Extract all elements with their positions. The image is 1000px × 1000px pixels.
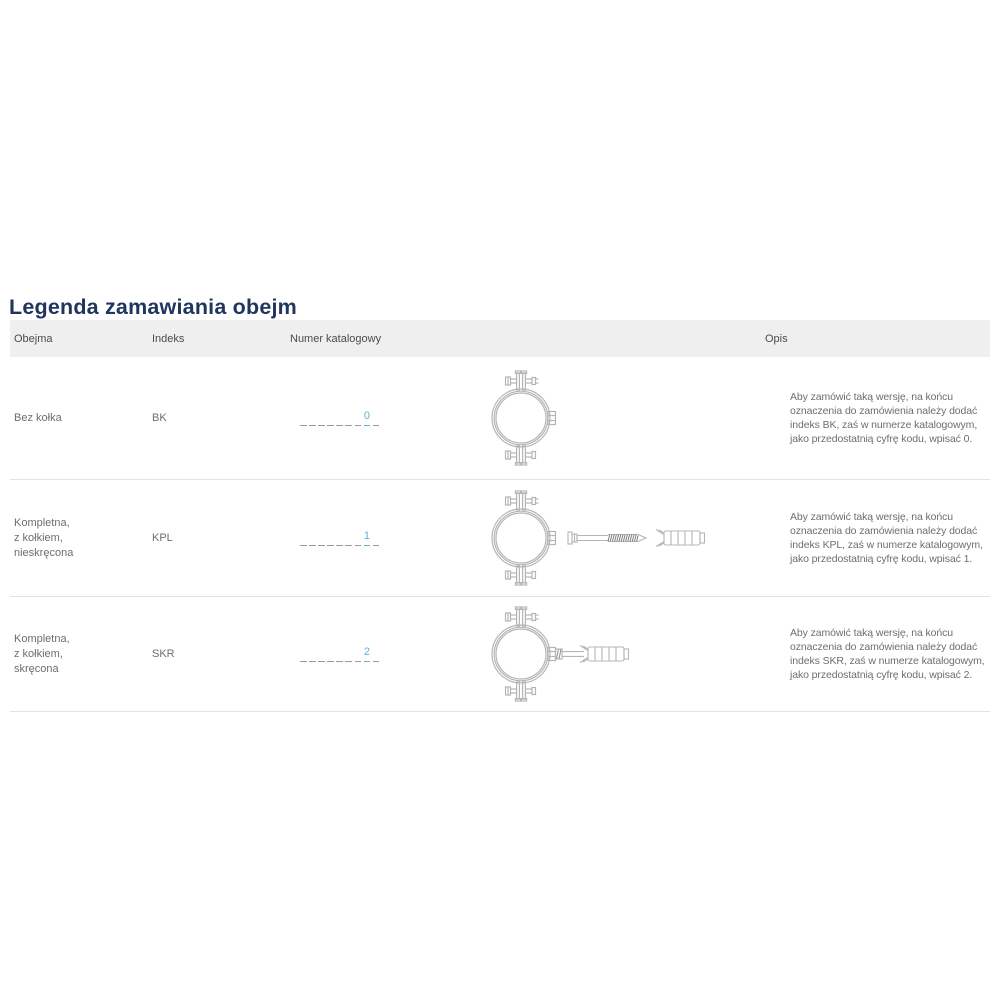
description-text: Aby zamówić taką wersję, na końcu oznaczenia do zamówienia należy dodać indeks SKR, zaś w numerze katalogowym, jako przedostatnią cyfrę kodu, wpisać 2. <box>790 626 985 682</box>
catalog-dash <box>336 411 343 426</box>
pipe-clamp-screw-and-dowel-icon <box>488 488 718 588</box>
catalog-dash <box>355 531 362 546</box>
catalog-number-mask <box>290 411 480 426</box>
catalog-dash <box>345 411 352 426</box>
table-header-row <box>10 320 990 357</box>
catalog-digit: 2 <box>364 647 371 662</box>
catalog-dash <box>300 411 307 426</box>
catalog-dash <box>300 647 307 662</box>
catalog-dash <box>318 531 325 546</box>
catalog-dash <box>318 411 325 426</box>
catalog-dash <box>327 647 334 662</box>
catalog-number-mask <box>290 647 480 662</box>
pipe-clamp-icon <box>488 368 558 468</box>
catalog-dash <box>309 647 316 662</box>
clamp-type-label: Bez kołka <box>14 411 62 424</box>
catalog-dash <box>355 411 362 426</box>
catalog-dash <box>373 411 380 426</box>
catalog-dash <box>345 647 352 662</box>
row-illustration <box>480 488 790 588</box>
ordering-legend-table <box>10 320 990 712</box>
catalog-digit: 0 <box>364 411 371 426</box>
catalog-dash <box>300 531 307 546</box>
catalog-dash <box>336 647 343 662</box>
column-header-obejma: Obejma <box>14 332 53 345</box>
page-title: Legenda zamawiania obejm <box>9 295 297 320</box>
clamp-type-label: Kompletna, z kołkiem, nieskręcona <box>14 516 74 559</box>
catalog-dash <box>336 531 343 546</box>
catalog-dash <box>318 647 325 662</box>
catalog-dash <box>309 531 316 546</box>
row-illustration <box>480 604 790 704</box>
row-illustration <box>480 368 790 468</box>
column-header-indeks: Indeks <box>152 332 185 345</box>
index-code: BK <box>152 411 167 424</box>
catalog-dash <box>327 531 334 546</box>
description-text: Aby zamówić taką wersję, na końcu oznaczenia do zamówienia należy dodać indeks KPL, zaś w numerze katalogowym, jako przedostatnią cyfrę kodu, wpisać 1. <box>790 510 983 566</box>
table-row <box>10 480 990 597</box>
column-header-numer-katalogowy: Numer katalogowy <box>290 332 382 345</box>
catalog-dash <box>327 411 334 426</box>
table-row <box>10 357 990 480</box>
column-header-opis: Opis <box>765 332 788 345</box>
catalog-digit: 1 <box>364 531 371 546</box>
catalog-dash <box>373 647 380 662</box>
pipe-clamp-assembled-dowel-icon <box>488 604 648 704</box>
catalog-dash <box>309 411 316 426</box>
catalog-number-mask <box>290 531 480 546</box>
index-code: KPL <box>152 531 173 544</box>
catalog-dash <box>355 647 362 662</box>
description-text: Aby zamówić taką wersję, na końcu oznaczenia do zamówienia należy dodać indeks BK, zaś w numerze katalogowym, jako przedostatnią cyfrę kodu, wpisać 0. <box>790 390 978 446</box>
index-code: SKR <box>152 647 175 660</box>
catalog-dash <box>345 531 352 546</box>
clamp-type-label: Kompletna, z kołkiem, skręcona <box>14 632 70 675</box>
table-row <box>10 597 990 712</box>
catalog-dash <box>373 531 380 546</box>
